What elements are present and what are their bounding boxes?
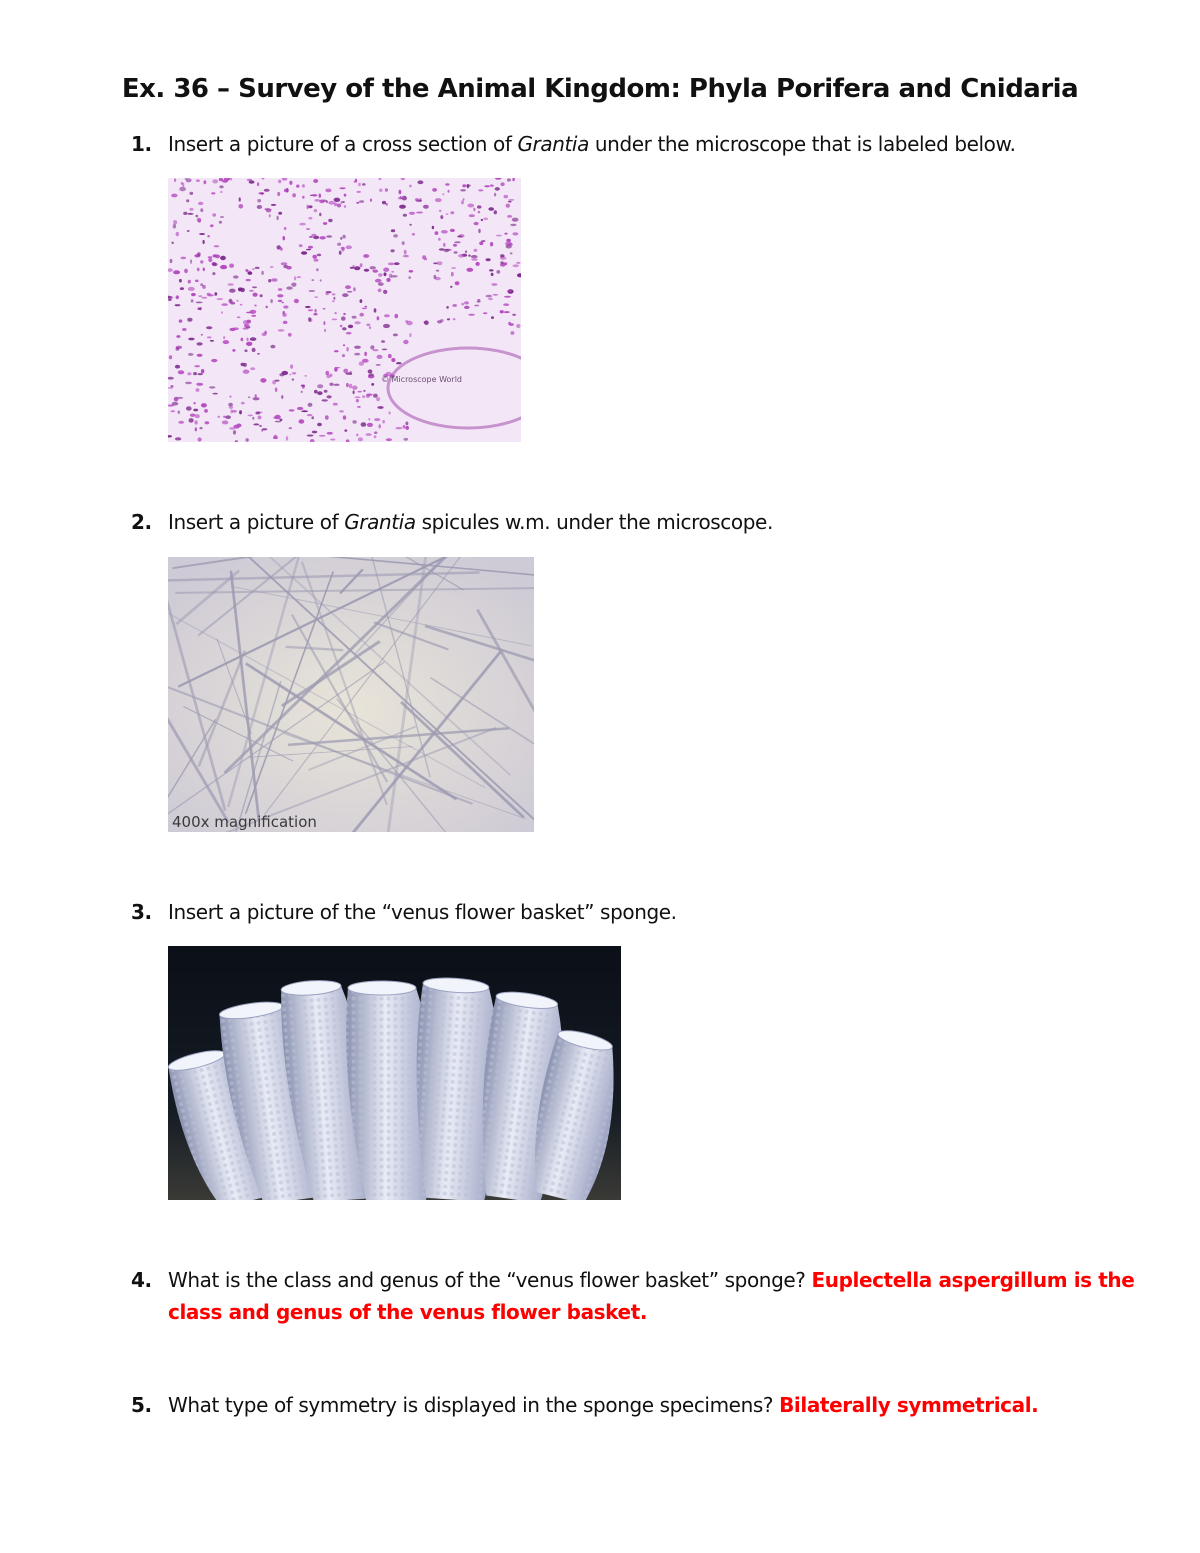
- answer-text: Euplectella aspergillum is the class and genus of the venus flower basket.: [168, 1268, 1135, 1324]
- question-text: [168, 506, 1141, 538]
- venus-flower-basket-image: [168, 946, 621, 1200]
- question-text: [168, 1264, 1141, 1328]
- question-text-part: under the microscope that is labeled below.: [588, 132, 1016, 156]
- question-text: [168, 1389, 1141, 1421]
- question-text-part: What type of symmetry is displayed in the sponge specimens?: [168, 1393, 780, 1417]
- question-3: [131, 896, 1141, 928]
- question-number: 2.: [131, 510, 152, 534]
- question-number: 4.: [131, 1268, 152, 1292]
- question-text-part: What is the class and genus of the “venus flower basket” sponge?: [168, 1268, 812, 1292]
- question-2: [131, 506, 1141, 538]
- species-name: Grantia: [344, 510, 416, 534]
- grantia-cross-section-image: [168, 178, 521, 442]
- magnification-caption: 400x magnification: [172, 813, 317, 831]
- question-text-part: Insert a picture of: [168, 510, 345, 534]
- question-text-part: spicules w.m. under the microscope.: [415, 510, 773, 534]
- page-title: Ex. 36 – Survey of the Animal Kingdom: Phyla Porifera and Cnidaria: [121, 74, 1079, 104]
- question-number: 3.: [131, 900, 152, 924]
- question-number: 1.: [131, 132, 152, 156]
- grantia-spicules-image: [168, 557, 534, 832]
- question-5: [131, 1389, 1141, 1421]
- question-text: [168, 128, 1141, 160]
- watermark-text: © Microscope World: [381, 375, 463, 384]
- answer-text: Bilaterally symmetrical.: [779, 1393, 1039, 1417]
- question-number: 5.: [131, 1393, 152, 1417]
- species-name: Grantia: [517, 132, 589, 156]
- question-1: [131, 128, 1141, 160]
- question-text: Insert a picture of the “venus flower basket” sponge.: [168, 900, 677, 924]
- question-text-part: Insert a picture of a cross section of: [168, 132, 518, 156]
- question-4: [131, 1264, 1141, 1328]
